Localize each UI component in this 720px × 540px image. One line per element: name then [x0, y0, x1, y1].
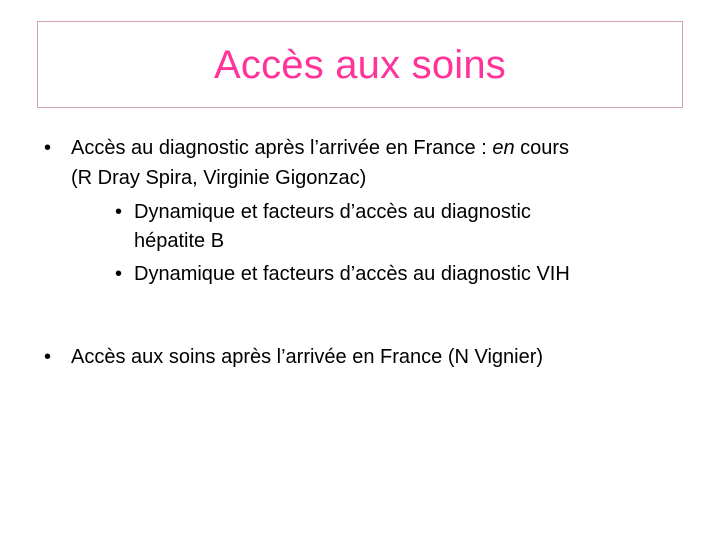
- sub-bullet-marker: •: [115, 263, 123, 285]
- bullet-1-text-b: cours: [514, 137, 570, 159]
- slide-title: Accès aux soins: [213, 42, 507, 87]
- bullet-1-line-1: [71, 136, 569, 160]
- bullet-1-text-a: Accès au diagnostic après l’arrivée en France :: [71, 137, 493, 159]
- bullet-1-line-2: (R Dray Spira, Virginie Gigonzac): [71, 167, 367, 189]
- sub-bullet-1-line-2: hépatite B: [134, 230, 225, 252]
- bullet-1-text-em: en: [492, 137, 515, 159]
- bullet-marker: •: [44, 137, 52, 159]
- bullet-marker: •: [44, 346, 52, 368]
- sub-bullet-1-line-1: Dynamique et facteurs d’accès au diagnostic: [134, 201, 531, 223]
- sub-bullet-marker: •: [115, 201, 123, 223]
- sub-bullet-2-line-1: Dynamique et facteurs d’accès au diagnostic VIH: [134, 263, 570, 285]
- bullet-2-line-1: Accès aux soins après l’arrivée en France (N Vignier): [71, 346, 544, 368]
- title-box: [37, 21, 683, 108]
